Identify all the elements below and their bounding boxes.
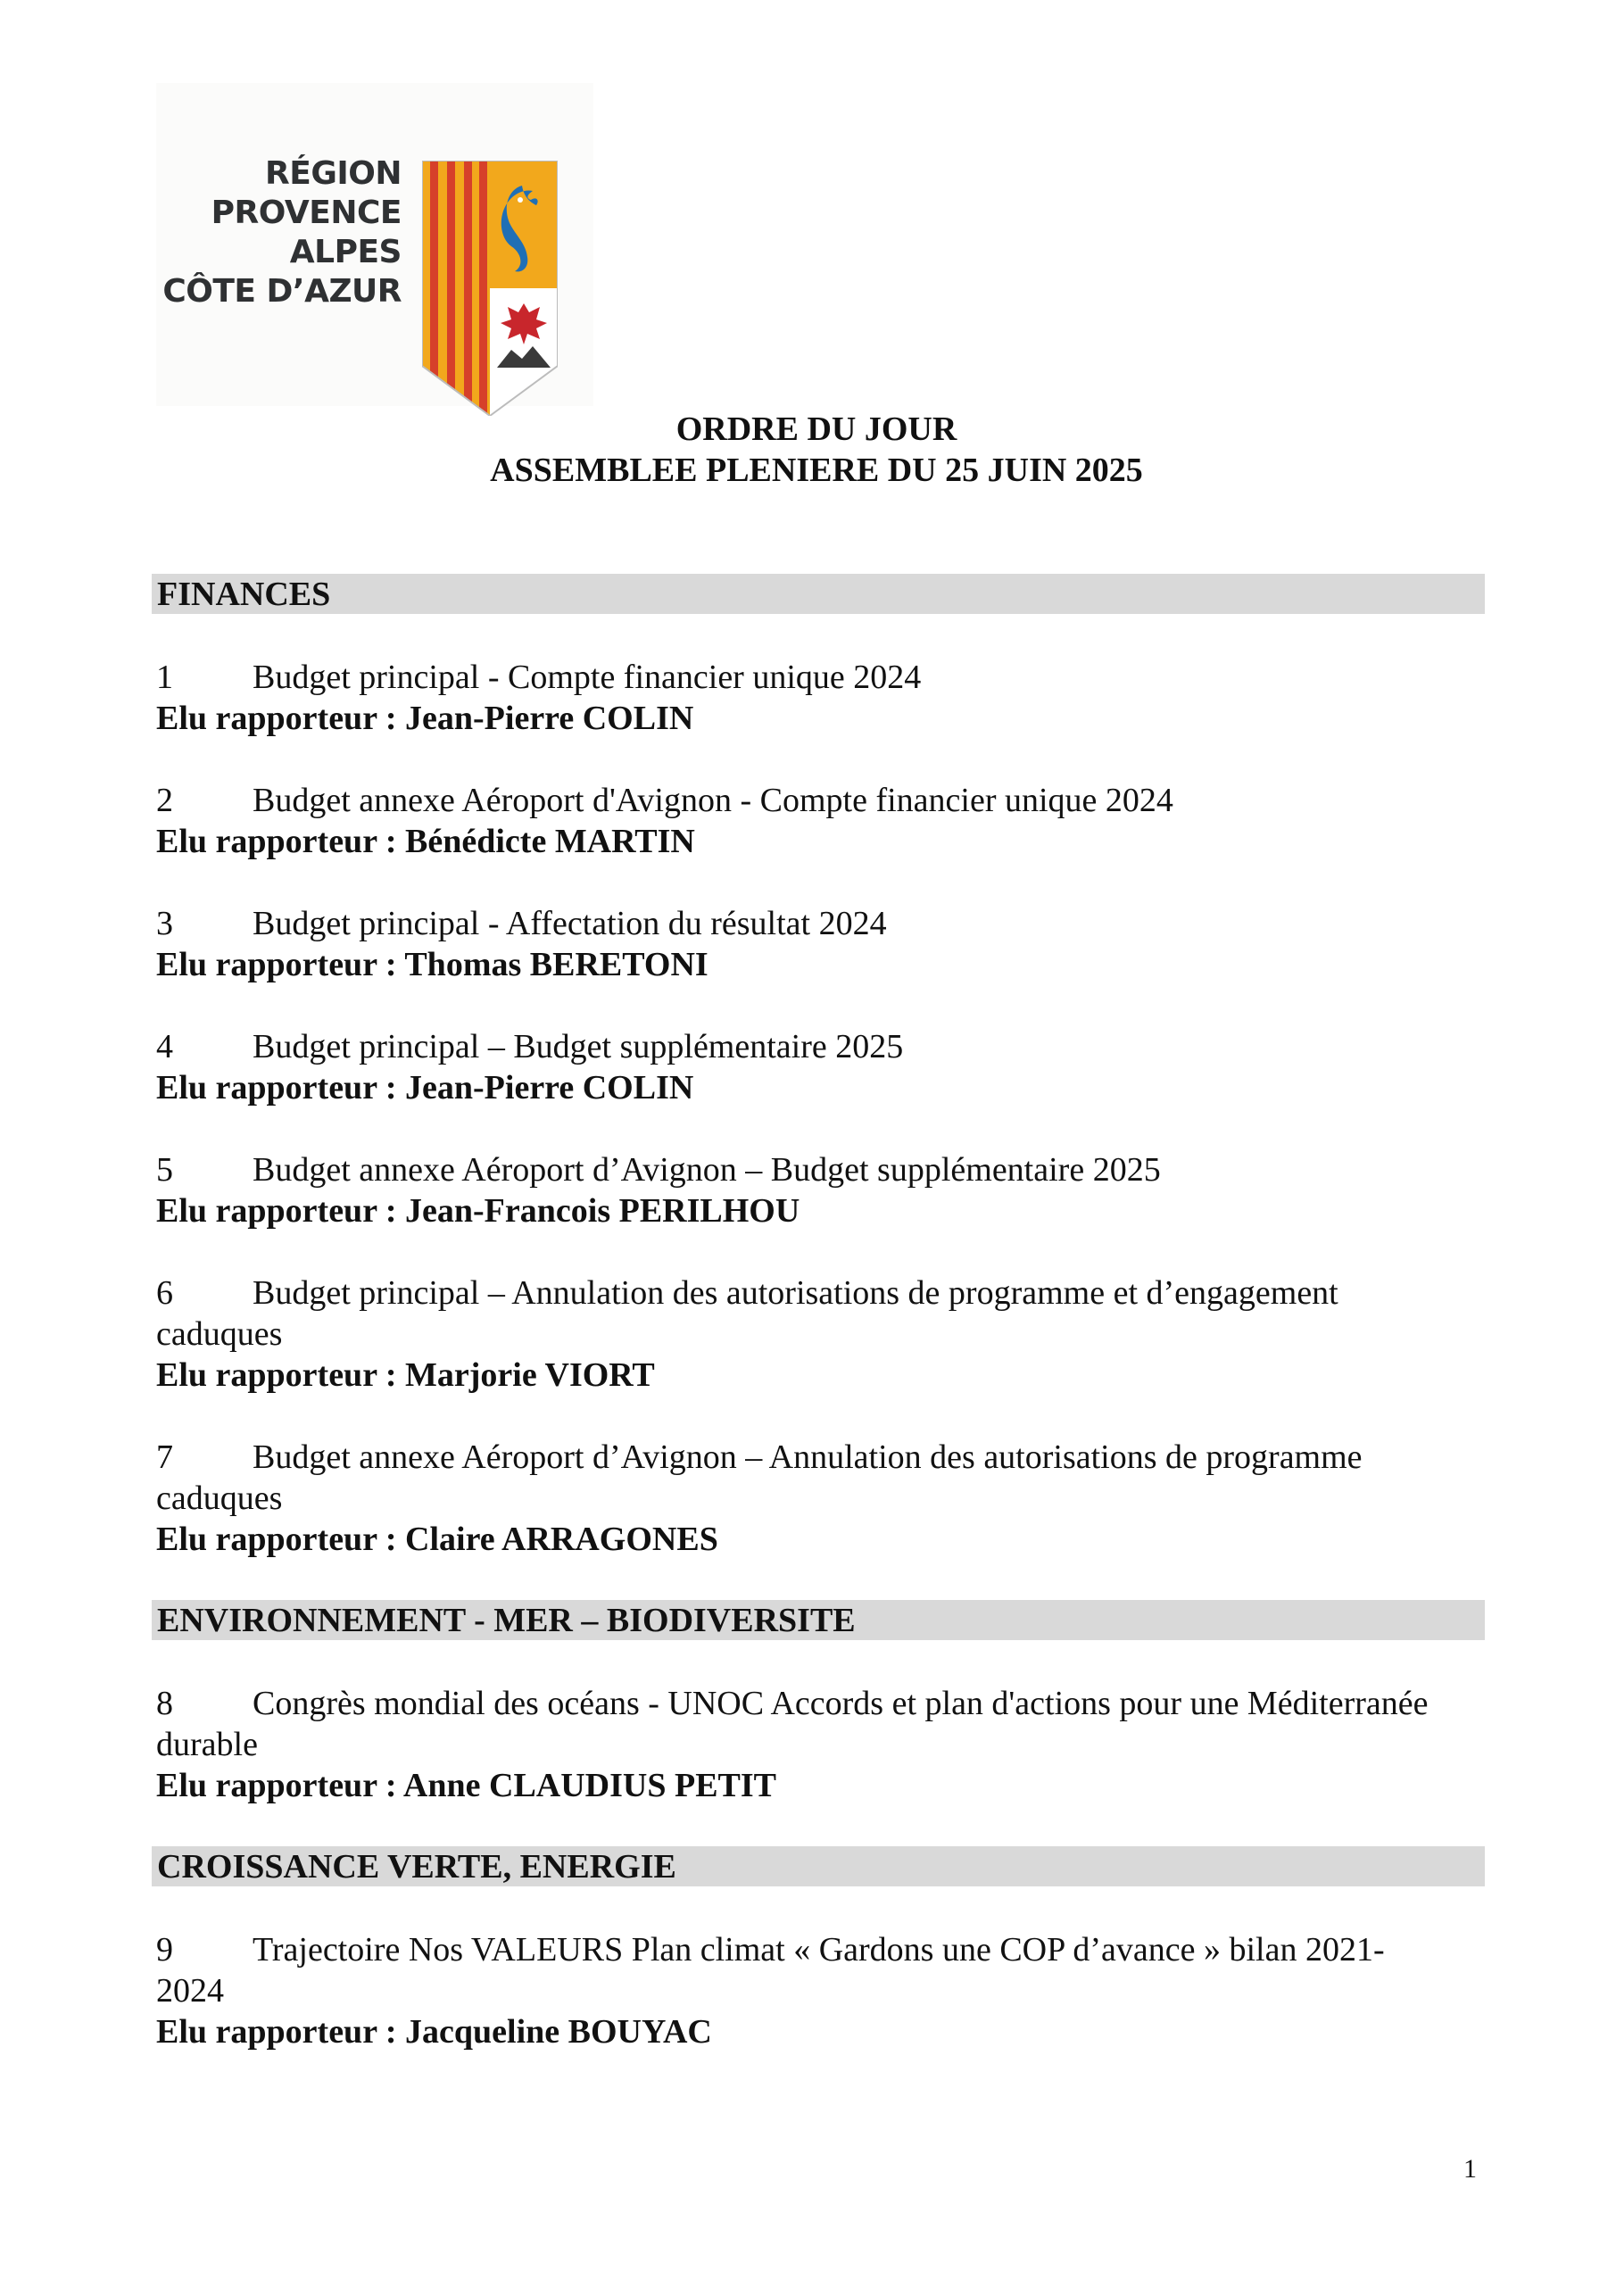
item-title: Budget annexe Aéroport d’Avignon – Budget supplémentaire 2025 xyxy=(253,1151,1161,1189)
logo-line: ALPES xyxy=(289,234,402,270)
item-rapporteur: Elu rapporteur : Anne CLAUDIUS PETIT xyxy=(156,1767,777,1804)
section-header-croissance-verte xyxy=(152,1846,1485,1886)
agenda-item xyxy=(156,903,1504,985)
item-rapporteur: Elu rapporteur : Jean-Pierre COLIN xyxy=(156,700,694,737)
agenda-item xyxy=(156,1026,1504,1108)
section-header-environnement xyxy=(152,1600,1485,1640)
item-title: Budget annexe Aéroport d’Avignon – Annulation des autorisations de programme xyxy=(253,1438,1363,1476)
item-title: Budget principal – Annulation des autorisations de programme et d’engagement xyxy=(253,1274,1338,1312)
logo-wordmark xyxy=(162,154,402,311)
item-number: 1 xyxy=(156,659,173,696)
item-title-continuation: caduques xyxy=(156,1315,283,1353)
item-number: 9 xyxy=(156,1931,173,1969)
section-header-finances xyxy=(152,574,1485,614)
item-number: 7 xyxy=(156,1438,173,1476)
agenda-item xyxy=(156,657,1504,739)
section-heading: FINANCES xyxy=(157,576,331,613)
item-rapporteur: Elu rapporteur : Thomas BERETONI xyxy=(156,946,708,983)
item-rapporteur: Elu rapporteur : Jean-Pierre COLIN xyxy=(156,1069,694,1107)
item-rapporteur: Elu rapporteur : Marjorie VIORT xyxy=(156,1356,655,1394)
item-title-continuation: 2024 xyxy=(156,1972,224,2010)
item-title: Budget principal – Budget supplémentaire 2025 xyxy=(253,1028,904,1065)
item-title: Trajectoire Nos VALEURS Plan climat « Gardons une COP d’avance » bilan 2021- xyxy=(253,1931,1385,1969)
item-rapporteur: Elu rapporteur : Jacqueline BOUYAC xyxy=(156,2013,712,2051)
logo-line: PROVENCE xyxy=(211,195,402,231)
item-number: 5 xyxy=(156,1151,173,1189)
item-title: Budget annexe Aéroport d'Avignon - Compte financier unique 2024 xyxy=(253,782,1173,819)
item-rapporteur: Elu rapporteur : Jean-Francois PERILHOU xyxy=(156,1192,800,1230)
logo-line: CÔTE D’AZUR xyxy=(162,273,402,310)
agenda-item xyxy=(156,1149,1504,1231)
item-number: 4 xyxy=(156,1028,173,1065)
item-title-continuation: durable xyxy=(156,1726,258,1763)
document-title: ORDRE DU JOUR xyxy=(675,410,957,448)
item-number: 8 xyxy=(156,1685,173,1722)
item-rapporteur: Elu rapporteur : Bénédicte MARTIN xyxy=(156,823,695,860)
page-number: 1 xyxy=(1463,2154,1477,2184)
region-logo xyxy=(156,83,593,406)
agenda-item xyxy=(156,1272,1504,1396)
item-title: Budget principal - Affectation du résultat 2024 xyxy=(253,905,887,942)
item-title: Budget principal - Compte financier unique 2024 xyxy=(253,659,922,696)
logo-line: RÉGION xyxy=(265,155,402,192)
document-subtitle: ASSEMBLEE PLENIERE DU 25 JUIN 2025 xyxy=(490,452,1143,489)
item-number: 2 xyxy=(156,782,173,819)
item-rapporteur: Elu rapporteur : Claire ARRAGONES xyxy=(156,1521,718,1558)
item-number: 6 xyxy=(156,1274,173,1312)
agenda-item xyxy=(156,780,1504,862)
item-title: Congrès mondial des océans - UNOC Accords et plan d'actions pour une Méditerranée xyxy=(253,1685,1429,1722)
agenda-item xyxy=(156,1929,1504,2052)
agenda-item xyxy=(156,1437,1504,1560)
item-number: 3 xyxy=(156,905,173,942)
section-heading: ENVIRONNEMENT - MER – BIODIVERSITE xyxy=(157,1602,856,1639)
item-title-continuation: caduques xyxy=(156,1480,283,1517)
coat-of-arms-icon xyxy=(422,161,558,416)
section-heading: CROISSANCE VERTE, ENERGIE xyxy=(157,1848,676,1886)
agenda-item xyxy=(156,1683,1504,1806)
